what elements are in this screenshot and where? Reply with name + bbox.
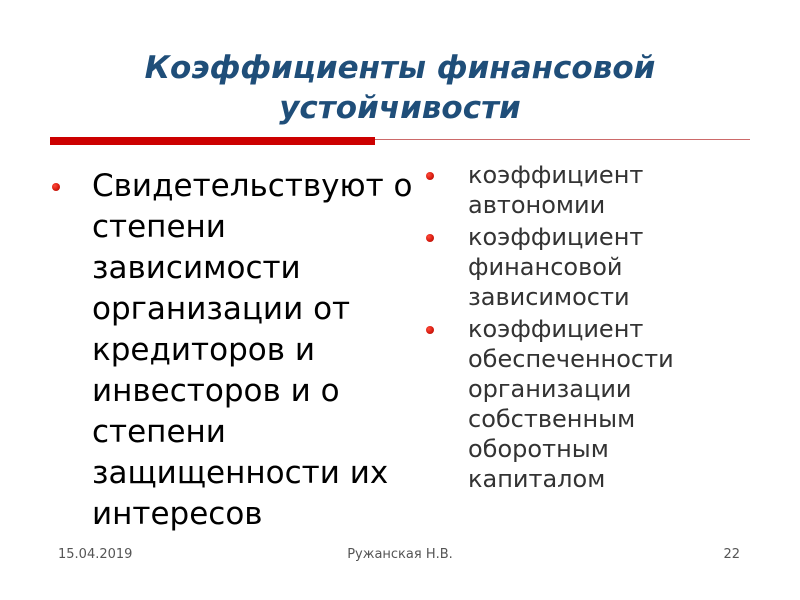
- slide-title: [70, 48, 730, 128]
- red-dot-bullet-icon: [52, 183, 60, 191]
- right-bullet-item: [420, 314, 750, 494]
- red-dot-bullet-icon: [426, 234, 434, 242]
- left-bullet-item: [40, 166, 415, 535]
- footer-date: 15.04.2019: [58, 547, 133, 562]
- footer-page-number: 22: [723, 547, 740, 562]
- title-underline-thick: [50, 137, 375, 145]
- title-underline-thin: [375, 139, 750, 140]
- left-bullet-text: Свидетельствуют о степени зависимости организации от кредиторов и инвесторов и о степени защищенности их интересов: [92, 168, 413, 532]
- slide-title-line-1: Коэффициенты финансовой: [144, 50, 656, 86]
- red-dot-bullet-icon: [426, 326, 434, 334]
- right-bullet-text: коэффициент обеспеченности организации собственным оборотным капиталом: [468, 315, 674, 493]
- right-bullet-item: [420, 160, 750, 220]
- red-dot-bullet-icon: [426, 172, 434, 180]
- right-bullet-text: коэффициент автономии: [468, 161, 644, 219]
- right-bullet-item: [420, 222, 750, 312]
- right-bullet-text: коэффициент финансовой зависимости: [468, 223, 644, 311]
- footer-author: Ружанская Н.В.: [347, 547, 453, 562]
- slide-title-line-2: устойчивости: [279, 90, 521, 126]
- right-bullet-list: [420, 160, 750, 496]
- left-bullet-list: [40, 166, 415, 535]
